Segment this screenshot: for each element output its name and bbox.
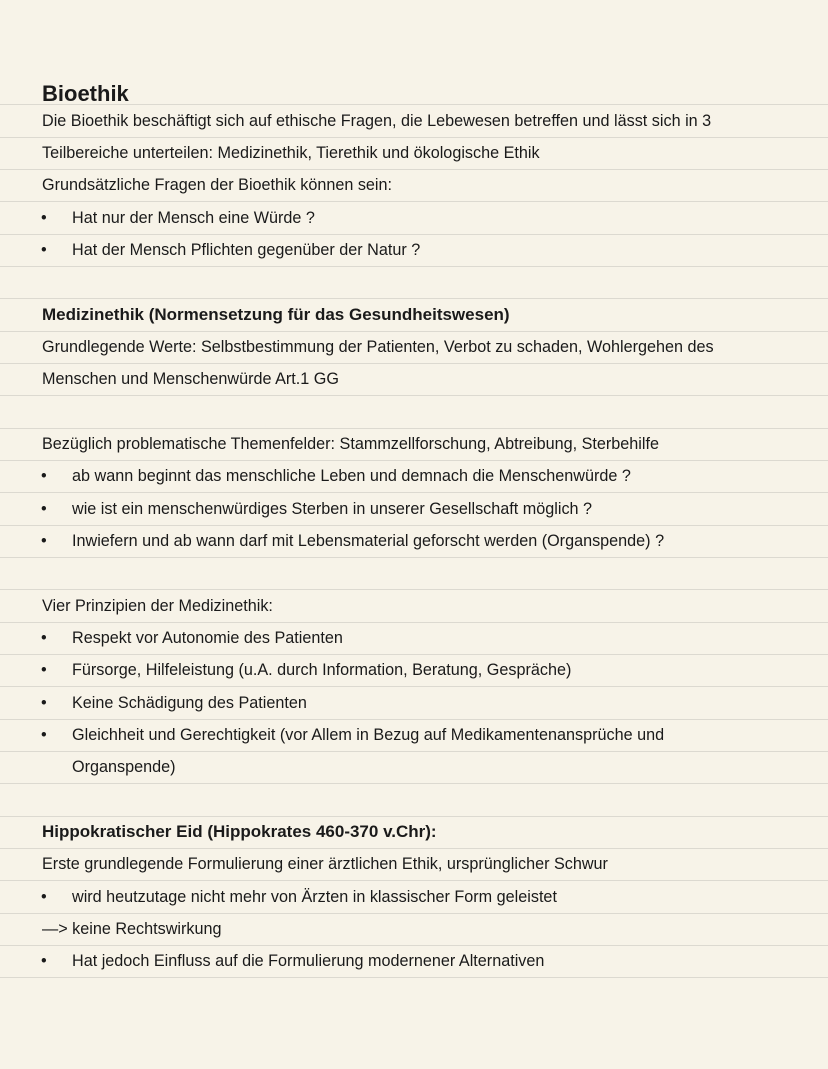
line-text: Grundsätzliche Fragen der Bioethik können sein:: [42, 176, 393, 195]
bullet-item: [0, 202, 828, 234]
bullet-item: [0, 655, 828, 687]
blank-line: [0, 558, 828, 590]
line-text: Fürsorge, Hilfeleistung (u.A. durch Information, Beratung, Gespräche): [72, 661, 572, 680]
bullet-item: [0, 461, 828, 493]
bullet-item: [0, 687, 828, 719]
text-line: [0, 752, 828, 784]
line-text: Keine Schädigung des Patienten: [72, 693, 307, 712]
bullet-icon: •: [41, 887, 47, 906]
line-text: Grundlegende Werte: Selbstbestimmung der Patienten, Verbot zu schaden, Wohlergehen des: [42, 337, 714, 356]
line-text: Teilbereiche unterteilen: Medizinethik, Tierethik und ökologische Ethik: [42, 143, 540, 162]
text-line: [0, 364, 828, 396]
line-text: wie ist ein menschenwürdiges Sterben in unserer Gesellschaft möglich ?: [72, 499, 593, 518]
line-text: Bioethik: [42, 81, 129, 107]
line-text: Erste grundlegende Formulierung einer ärztlichen Ethik, ursprünglicher Schwur: [42, 855, 608, 874]
bullet-item: [0, 946, 828, 978]
line-text: Inwiefern und ab wann darf mit Lebensmaterial geforscht werden (Organspende) ?: [72, 531, 665, 550]
bullet-icon: •: [41, 499, 47, 518]
line-text: Gleichheit und Gerechtigkeit (vor Allem in Bezug auf Medikamentenansprüche und: [72, 725, 665, 744]
line-text: Respekt vor Autonomie des Patienten: [72, 628, 343, 647]
line-text: Organspende): [72, 758, 176, 777]
bullet-icon: •: [41, 467, 47, 486]
text-line: [0, 914, 828, 946]
bullet-item: [0, 881, 828, 913]
line-text: Vier Prinzipien der Medizinethik:: [42, 596, 273, 615]
line-text: Hat nur der Mensch eine Würde ?: [72, 208, 315, 227]
line-text: ab wann beginnt das menschliche Leben und demnach die Menschenwürde ?: [72, 467, 631, 486]
bullet-icon: •: [41, 661, 47, 680]
bullet-icon: •: [41, 725, 47, 744]
line-text: Bezüglich problematische Themenfelder: Stammzellforschung, Abtreibung, Sterbehilfe: [42, 434, 659, 453]
bullet-icon: •: [41, 208, 47, 227]
blank-line: [0, 267, 828, 299]
bullet-icon: •: [41, 628, 47, 647]
bullet-item: [0, 235, 828, 267]
bullet-item: [0, 623, 828, 655]
text-line: [0, 590, 828, 622]
blank-line: [0, 784, 828, 816]
line-text: Die Bioethik beschäftigt sich auf ethische Fragen, die Lebewesen betreffen und lässt sich in 3: [42, 111, 712, 130]
line-text: Medizinethik (Normensetzung für das Gesundheitswesen): [42, 304, 510, 324]
bullet-item: [0, 526, 828, 558]
bullet-item: [0, 493, 828, 525]
line-text: —> keine Rechtswirkung: [42, 919, 222, 938]
text-line: [0, 429, 828, 461]
section-heading: [0, 299, 828, 331]
text-line: [0, 849, 828, 881]
text-line: [0, 332, 828, 364]
bullet-icon: •: [41, 952, 47, 971]
bullet-icon: •: [41, 240, 47, 259]
bullet-icon: •: [41, 531, 47, 550]
text-line: [0, 105, 828, 137]
line-text: Hippokratischer Eid (Hippokrates 460-370 v.Chr):: [42, 821, 437, 841]
line-text: Hat der Mensch Pflichten gegenüber der Natur ?: [72, 240, 421, 259]
bullet-item: [0, 720, 828, 752]
text-line: [0, 138, 828, 170]
text-line: [0, 170, 828, 202]
line-text: wird heutzutage nicht mehr von Ärzten in klassischer Form geleistet: [72, 887, 557, 906]
line-text: Menschen und Menschenwürde Art.1 GG: [42, 370, 339, 389]
bullet-icon: •: [41, 693, 47, 712]
document-title: [0, 73, 828, 105]
line-text: Hat jedoch Einfluss auf die Formulierung modernener Alternativen: [72, 952, 545, 971]
section-heading: [0, 817, 828, 849]
lined-document: [0, 73, 828, 978]
blank-line: [0, 396, 828, 428]
